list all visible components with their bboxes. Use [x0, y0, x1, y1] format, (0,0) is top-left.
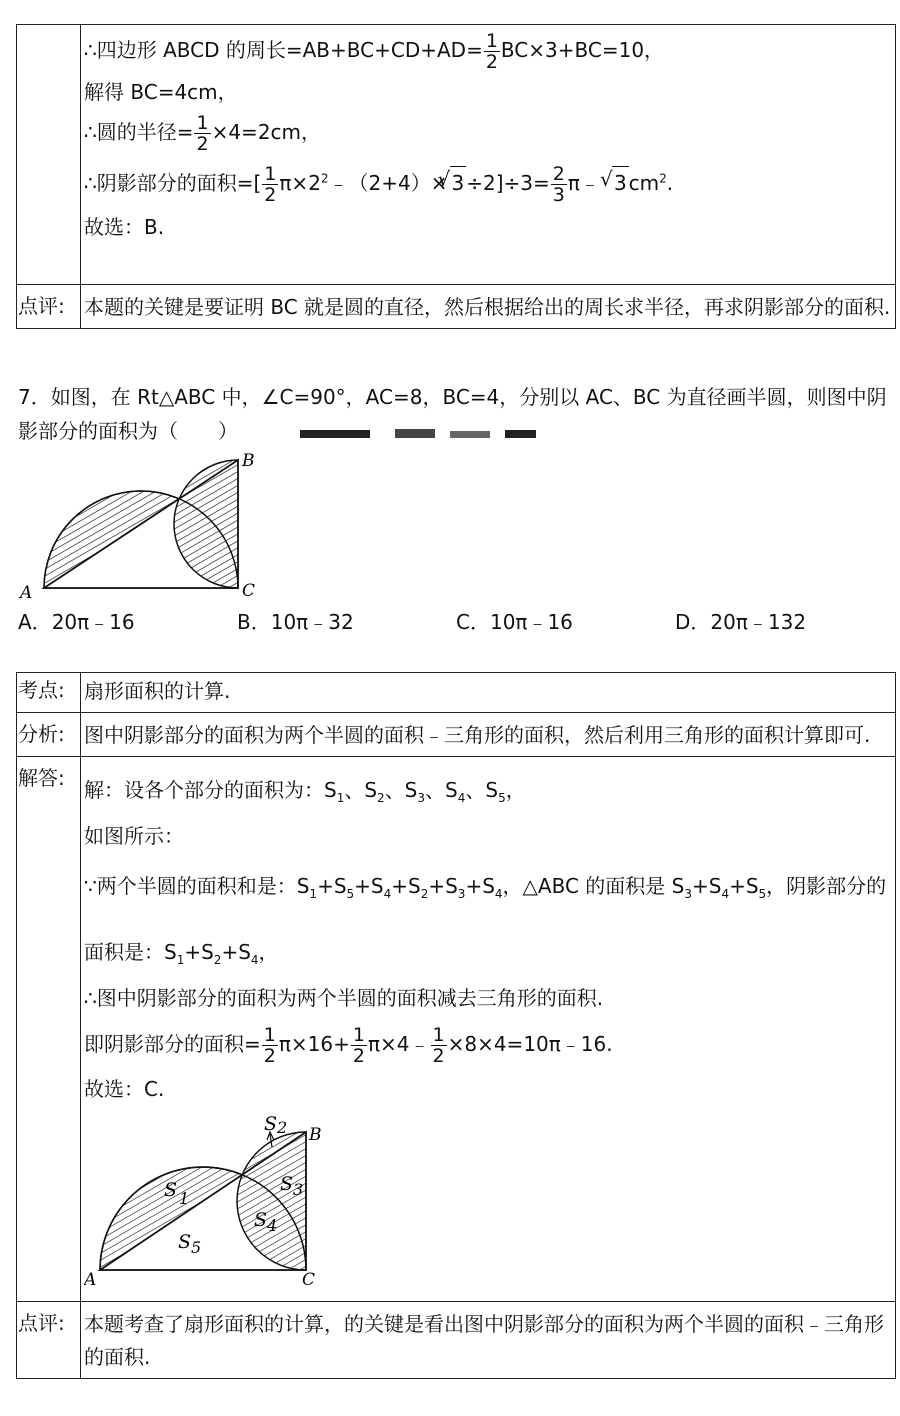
option-b[interactable]: B．10π﹣32: [237, 610, 354, 634]
radius-line: ∴圆的半径= $\frac{1}{2}$ ×4=2cm，: [84, 112, 322, 155]
jieda-line-4: 面积是：$S_1+S_2+S_4$，: [84, 940, 279, 967]
fraction: $\frac{1}{2}$: [264, 163, 277, 206]
fraction: $\frac{1}{2}$: [352, 1024, 365, 1067]
jieda-line-2: 如图所示：: [84, 824, 184, 848]
vertex-b-label: B: [309, 1125, 322, 1145]
jieda-line-3: ∵两个半圆的面积和是：$S_1+S_5+S_4+S_2+S_3+S_4$，△ABC 的面积是 $S_3+S_4+S_5$，阴影部分的: [84, 874, 887, 901]
region-s2-label: S2: [264, 1113, 288, 1137]
dianping-text: 本题考查了扇形面积的计算，的关键是看出图中阴影部分的面积为两个半圆的面积﹣三角形的面积.: [81, 1302, 896, 1379]
vertex-b-label: B: [242, 451, 255, 471]
jieda-content: [81, 757, 896, 1302]
redaction-mark: [300, 426, 536, 440]
region-s3-label: $S_3$: [280, 1173, 304, 1199]
vertex-a-label: A: [20, 583, 33, 603]
option-d[interactable]: D．20π﹣132: [675, 610, 807, 634]
fraction: $\frac{1}{2}$: [432, 1024, 445, 1067]
vertex-a-label: A: [84, 1270, 97, 1290]
solution-content-cell: [81, 25, 896, 285]
previous-solution-table: [16, 24, 896, 329]
empty-label-cell: [17, 25, 81, 285]
answer-analysis-table: [16, 672, 896, 1379]
vertex-c-label: C: [242, 581, 256, 601]
perimeter-line: ∴四边形 ABCD 的周长=AB+BC+CD+AD= $\frac{1}{2}$ BC×3+BC=10，: [84, 30, 665, 73]
jieda-line-6: 即阴影部分的面积= $\frac{1}{2}$ π×16+ $\frac{1}{2}$ π×4﹣ $\frac{1}{2}$ ×8×4=10π﹣16.: [84, 1024, 613, 1067]
shaded-area-line: ∴阴影部分的面积=[ $\frac{1}{2}$ $\pi\times 2^2﹣(2+4)\times√$ 3 ÷2]÷3= $\frac{2}{3}$ π﹣√ 3 $cm^2$.: [84, 164, 891, 205]
region-s5-label: $S_5$: [178, 1231, 202, 1257]
sqrt-symbol: √ 3: [612, 166, 629, 200]
comment-text: 本题的关键是要证明 BC 就是圆的直径，然后根据给出的周长求半径，再求阴影部分的面积.: [81, 285, 896, 329]
answer-choice-line: 故选：B.: [84, 215, 165, 239]
option-c[interactable]: C．10π﹣16: [456, 610, 573, 634]
vertex-c-label: C: [302, 1270, 316, 1290]
fraction: $\frac{1}{2}$: [263, 1024, 276, 1067]
kaodian-text: 扇形面积的计算.: [81, 673, 896, 713]
fraction: $\frac{2}{3}$: [552, 163, 565, 206]
jieda-line-7: 故选：C.: [84, 1077, 165, 1101]
question-7-text: 7．如图，在 Rt△ABC 中，∠C=90°，AC=8，BC=4，分别以 AC、BC 为直径画半圆，则图中阴影部分的面积为（ ）: [18, 385, 887, 443]
bc-result-line: 解得 BC=4cm，: [84, 80, 238, 104]
fenxi-label: 分析:: [17, 713, 81, 757]
jieda-label: 解答:: [17, 757, 81, 1302]
jieda-line-5: ∴图中阴影部分的面积为两个半圆的面积减去三角形的面积.: [84, 986, 604, 1010]
fraction: $\frac{1}{2}$: [196, 112, 209, 155]
comment-label: 点评:: [17, 285, 81, 329]
kaodian-label: 考点:: [17, 673, 81, 713]
option-a[interactable]: A．20π﹣16: [18, 610, 135, 634]
region-s1-label: S $_1$: [164, 1179, 190, 1208]
fraction: $\frac{1}{2}$: [485, 30, 498, 73]
sqrt-symbol: √ 3: [450, 166, 467, 200]
fenxi-text: 图中阴影部分的面积为两个半圆的面积﹣三角形的面积，然后利用三角形的面积计算即可.: [81, 713, 896, 757]
jieda-line-1: 解：设各个部分的面积为：$S_1$、$S_2$、$S_3$、$S_4$、$S_5$，: [84, 778, 526, 805]
region-s4-label: $S_4$: [254, 1209, 278, 1235]
solution-figure: [84, 1110, 344, 1290]
dianping-label: 点评:: [17, 1302, 81, 1379]
question-figure: [14, 448, 284, 608]
